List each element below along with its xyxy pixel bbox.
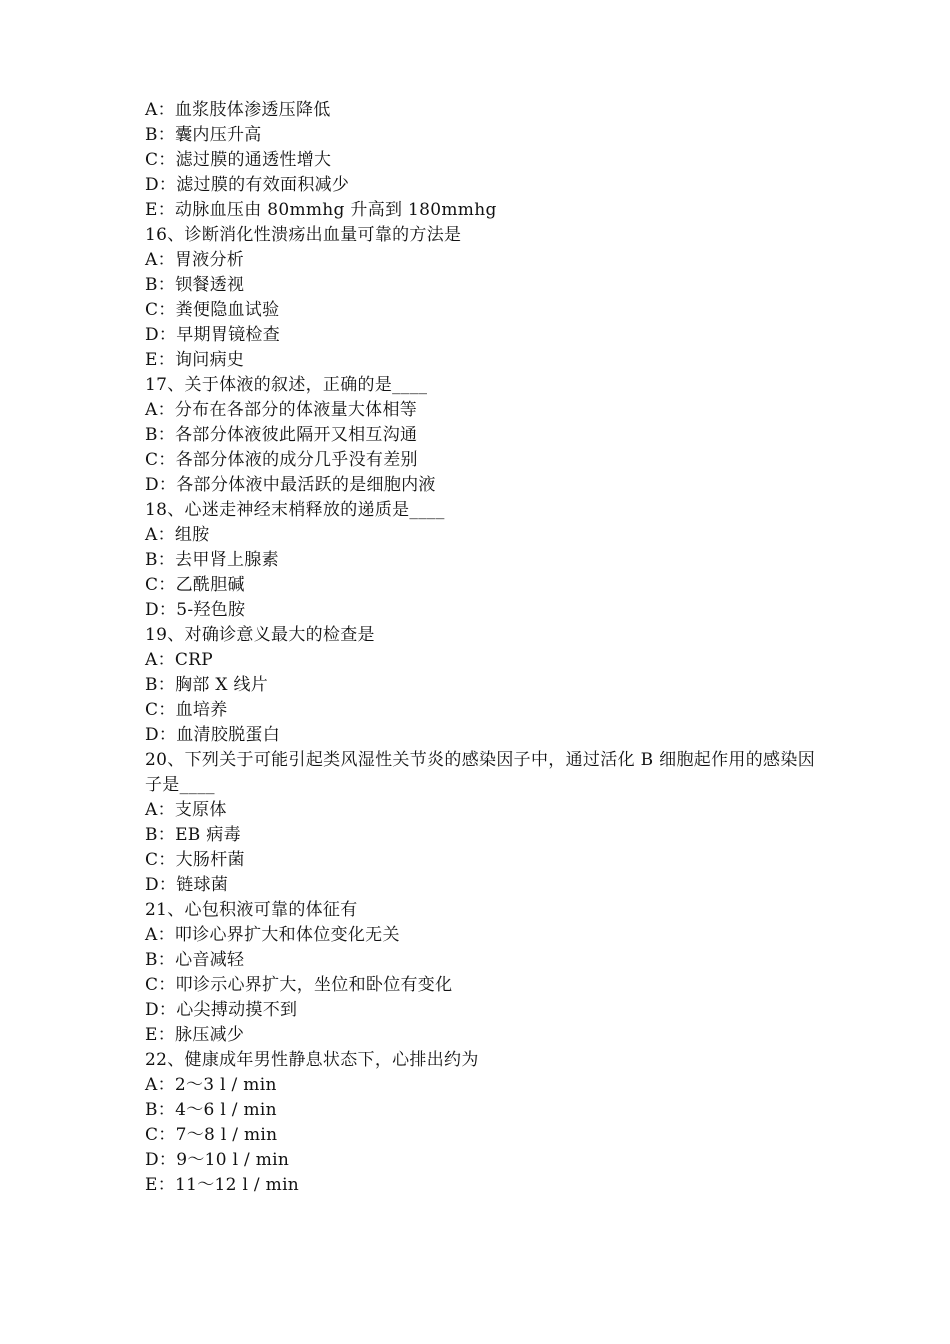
option-b-line: B：心音减轻 [145, 950, 245, 970]
option-a-line: A：2～3 l / min [145, 1075, 277, 1095]
option-e-line: E：脉压减少 [145, 1025, 245, 1045]
option-c-line: C：血培养 [145, 700, 228, 720]
option-e-line: E：询问病史 [145, 350, 245, 370]
option-a-line: A：支原体 [145, 800, 227, 820]
option-b-line: B：囊内压升高 [145, 125, 262, 145]
question-18: 18、心迷走神经末梢释放的递质是____ [145, 500, 445, 520]
question-16: 16、诊断消化性溃疡出血量可靠的方法是 [145, 225, 462, 245]
option-a-line: A：胃液分析 [145, 250, 245, 270]
option-b-line: B：去甲肾上腺素 [145, 550, 279, 570]
option-d-line: D：血清胶脱蛋白 [145, 725, 281, 745]
option-e-line: E：11～12 l / min [145, 1175, 300, 1195]
option-c-line: C：乙酰胆碱 [145, 575, 245, 595]
option-b-line: B：4～6 l / min [145, 1100, 277, 1120]
document-page [145, 98, 815, 1198]
question-19: 19、对确诊意义最大的检查是 [145, 625, 375, 645]
option-c-line: C：大肠杆菌 [145, 850, 245, 870]
option-a-line: A：叩诊心界扩大和体位变化无关 [145, 925, 400, 945]
option-c-line: C：叩诊示心界扩大，坐位和卧位有变化 [145, 975, 453, 995]
option-d-line: D：心尖搏动摸不到 [145, 1000, 298, 1020]
option-d-line: D：9～10 l / min [145, 1150, 290, 1170]
question-17: 17、关于体液的叙述，正确的是____ [145, 375, 428, 395]
option-b-line: B：钡餐透视 [145, 275, 245, 295]
option-c-line: C：滤过膜的通透性增大 [145, 150, 332, 170]
question-20: 20、下列关于可能引起类风湿性关节炎的感染因子中，通过活化 B 细胞起作用的感染因子是____ [145, 750, 815, 795]
option-d-line: D：滤过膜的有效面积减少 [145, 175, 350, 195]
option-a-line: A：组胺 [145, 525, 210, 545]
option-c-line: C：各部分体液的成分几乎没有差别 [145, 450, 418, 470]
option-e-line: E：动脉血压由 80mmhg 升高到 180mmhg [145, 200, 497, 220]
question-22: 22、健康成年男性静息状态下，心排出约为 [145, 1050, 479, 1070]
option-a-line: A：CRP [145, 650, 214, 670]
question-21: 21、心包积液可靠的体征有 [145, 900, 358, 920]
option-c-line: C：粪便隐血试验 [145, 300, 280, 320]
option-d-line: D：早期胃镜检查 [145, 325, 281, 345]
option-d-line: D：5-羟色胺 [145, 600, 246, 620]
option-a-line: A：分布在各部分的体液量大体相等 [145, 400, 418, 420]
option-b-line: B：胸部 X 线片 [145, 675, 269, 695]
option-d-line: D：链球菌 [145, 875, 229, 895]
option-d-line: D：各部分体液中最活跃的是细胞内液 [145, 475, 436, 495]
option-b-line: B：各部分体液彼此隔开又相互沟通 [145, 425, 418, 445]
option-b-line: B：EB 病毒 [145, 825, 241, 845]
option-a-line: A：血浆肢体渗透压降低 [145, 100, 331, 120]
option-c-line: C：7～8 l / min [145, 1125, 278, 1145]
